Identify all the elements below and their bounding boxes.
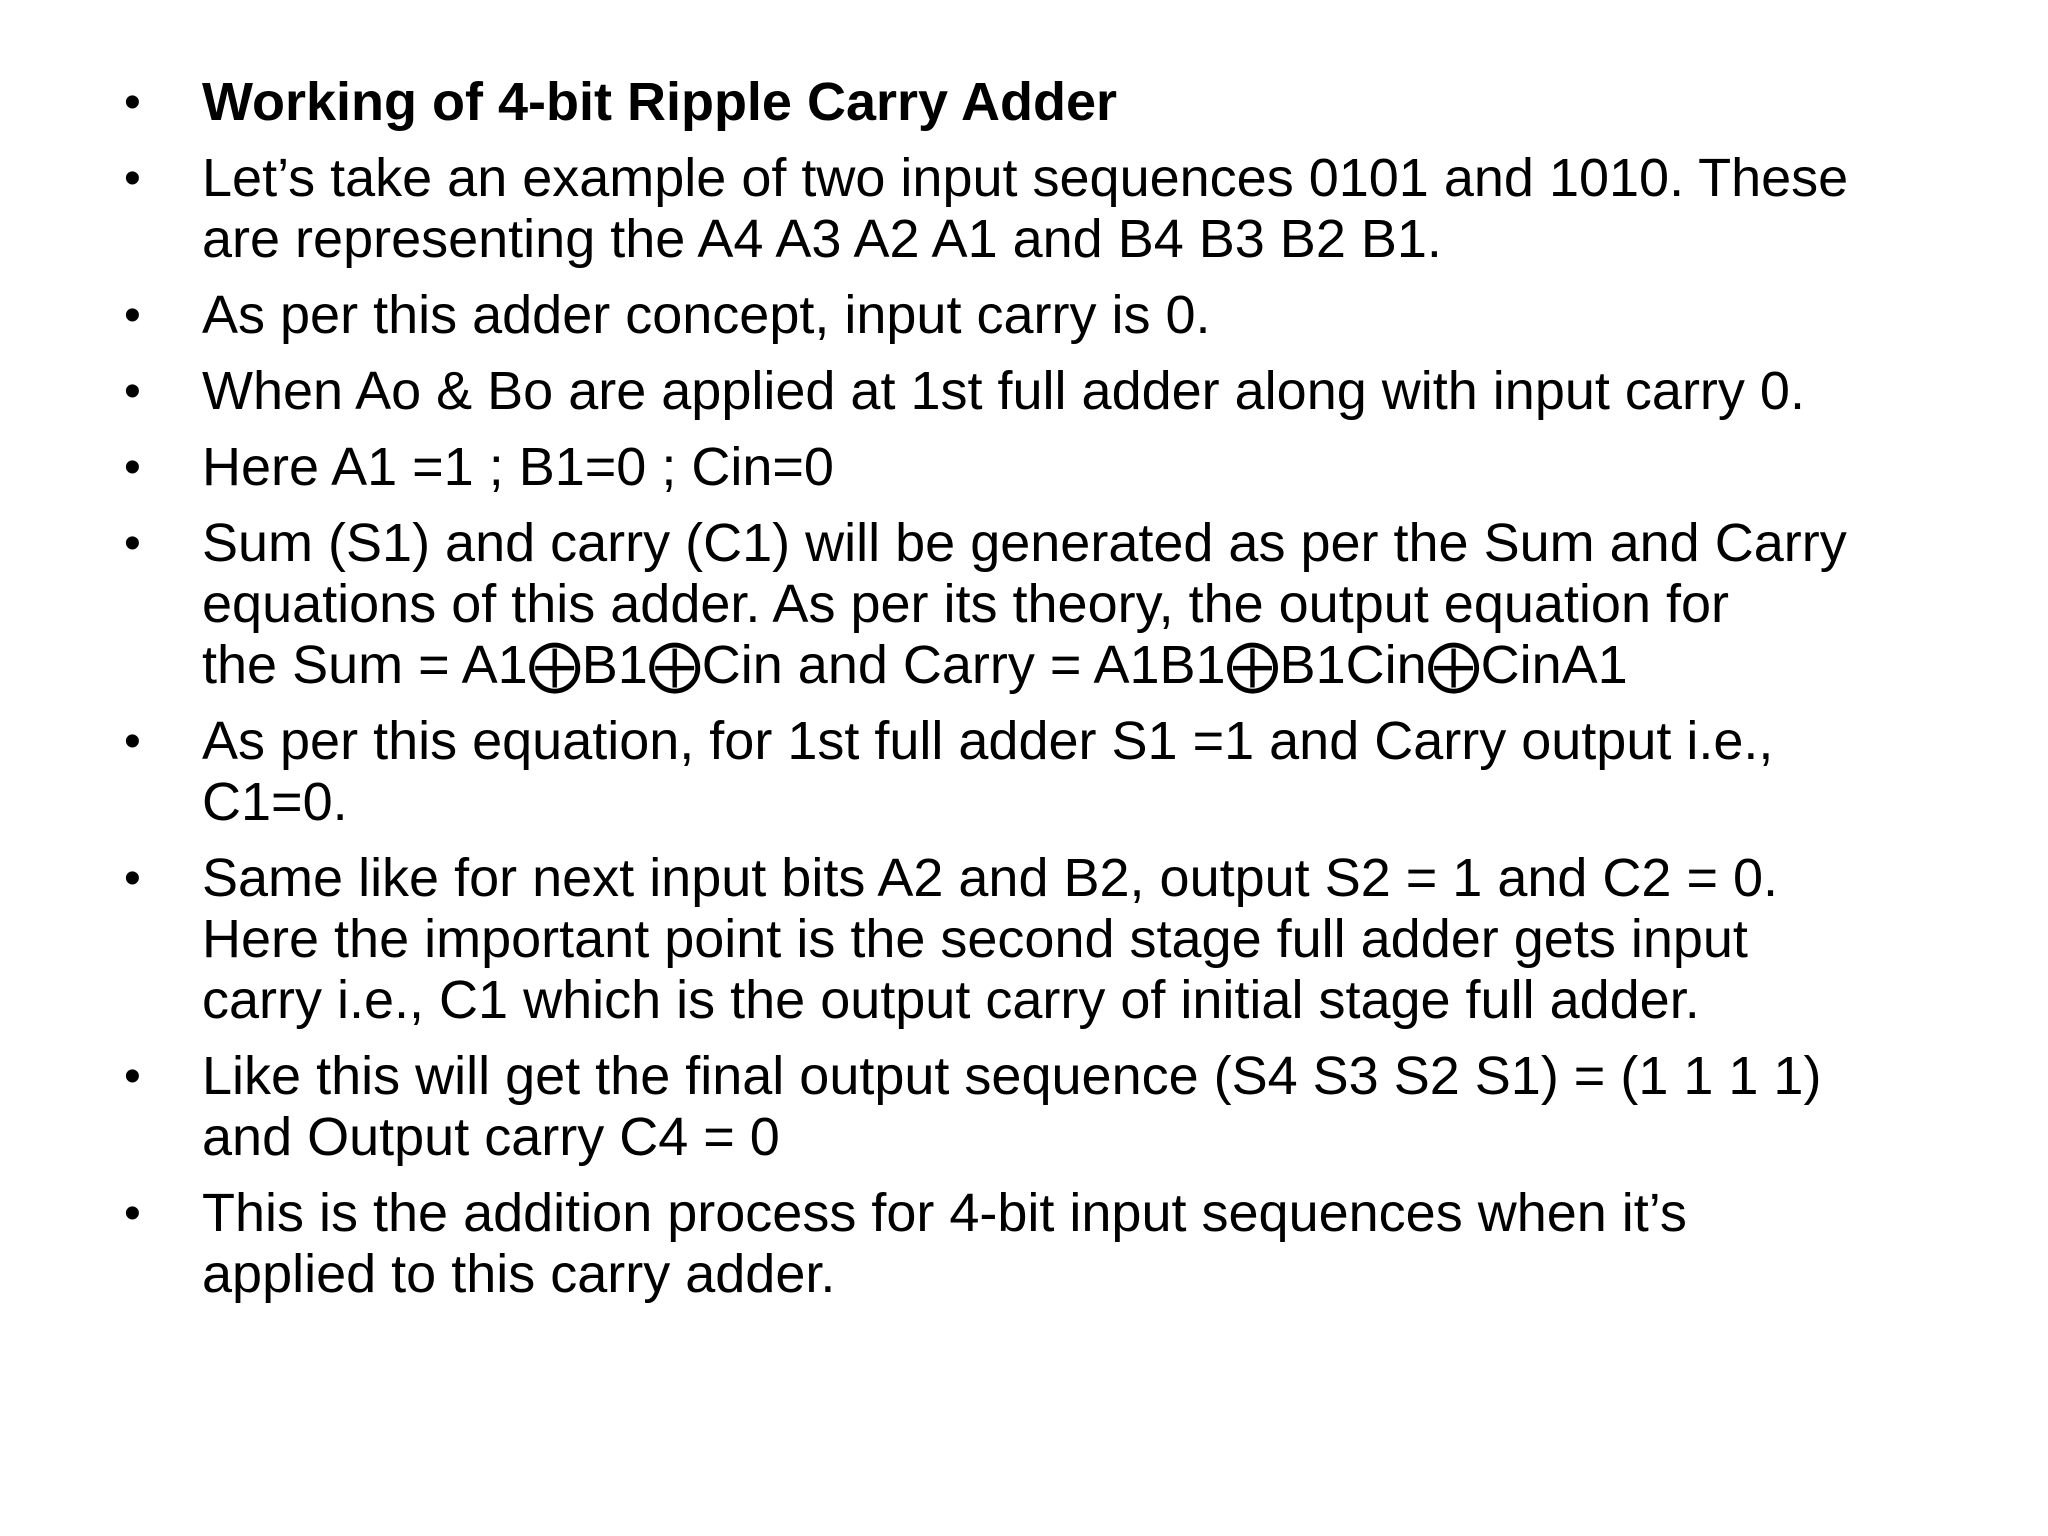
- bullet-line: Sum (S1) and carry (C1) will be generated as per the Sum and Carry: [202, 513, 1847, 573]
- bullet-line: Let’s take an example of two input sequences 0101 and 1010. These: [202, 148, 1849, 208]
- bullet-dot: •: [124, 365, 141, 418]
- bullet-line: C1=0.: [202, 772, 348, 832]
- bullet-text: [202, 437, 1960, 498]
- bullet-item: [120, 361, 1960, 422]
- bullet-dot: •: [124, 289, 141, 342]
- bullet-line: carry i.e., C1 which is the output carry of initial stage full adder.: [202, 970, 1700, 1030]
- bullet-line: Here the important point is the second stage full adder gets input: [202, 909, 1748, 969]
- bullet-dot: •: [124, 76, 141, 129]
- bullet-line: Working of 4-bit Ripple Carry Adder: [202, 72, 1118, 132]
- bullet-line: When Ao & Bo are applied at 1st full adder along with input carry 0.: [202, 361, 1805, 421]
- bullet-dot: •: [124, 852, 141, 905]
- bullet-text: [202, 285, 1960, 346]
- bullet-line: As per this equation, for 1st full adder S1 =1 and Carry output i.e.,: [202, 711, 1774, 771]
- bullet-dot: •: [124, 152, 141, 205]
- bullet-line: As per this adder concept, input carry is 0.: [202, 285, 1211, 345]
- bullet-line: applied to this carry adder.: [202, 1244, 836, 1304]
- bullet-text: [202, 711, 1960, 833]
- bullet-line: are representing the A4 A3 A2 A1 and B4 B3 B2 B1.: [202, 209, 1442, 269]
- bullet-line: the Sum = A1⨁B1⨁Cin and Carry = A1B1⨁B1Cin⨁CinA1: [202, 635, 1628, 695]
- bullet-line: and Output carry C4 = 0: [202, 1107, 780, 1167]
- bullet-text: [202, 1183, 1960, 1305]
- bullet-dot: •: [124, 1050, 141, 1103]
- bullet-list: [120, 72, 1960, 1320]
- bullet-text: [202, 361, 1960, 422]
- bullet-item: [120, 1046, 1960, 1168]
- bullet-line: This is the addition process for 4-bit input sequences when it’s: [202, 1183, 1687, 1243]
- bullet-dot: •: [124, 517, 141, 570]
- bullet-line: Like this will get the final output sequence (S4 S3 S2 S1) = (1 1 1 1): [202, 1046, 1822, 1106]
- bullet-item-heading: [120, 72, 1960, 133]
- bullet-line: Here A1 =1 ; B1=0 ; Cin=0: [202, 437, 834, 497]
- bullet-item: [120, 711, 1960, 833]
- bullet-dot: •: [124, 441, 141, 494]
- slide-heading: [202, 72, 1960, 133]
- bullet-text: [202, 148, 1960, 270]
- bullet-line: equations of this adder. As per its theory, the output equation for: [202, 574, 1730, 634]
- bullet-item: [120, 437, 1960, 498]
- bullet-dot: •: [124, 1187, 141, 1240]
- bullet-dot: •: [124, 715, 141, 768]
- bullet-text: [202, 513, 1960, 696]
- bullet-item: [120, 285, 1960, 346]
- bullet-item: [120, 148, 1960, 270]
- bullet-line: Same like for next input bits A2 and B2, output S2 = 1 and C2 = 0.: [202, 848, 1779, 908]
- bullet-item: [120, 1183, 1960, 1305]
- bullet-text: [202, 1046, 1960, 1168]
- bullet-item: [120, 513, 1960, 696]
- bullet-text: [202, 848, 1960, 1031]
- bullet-item: [120, 848, 1960, 1031]
